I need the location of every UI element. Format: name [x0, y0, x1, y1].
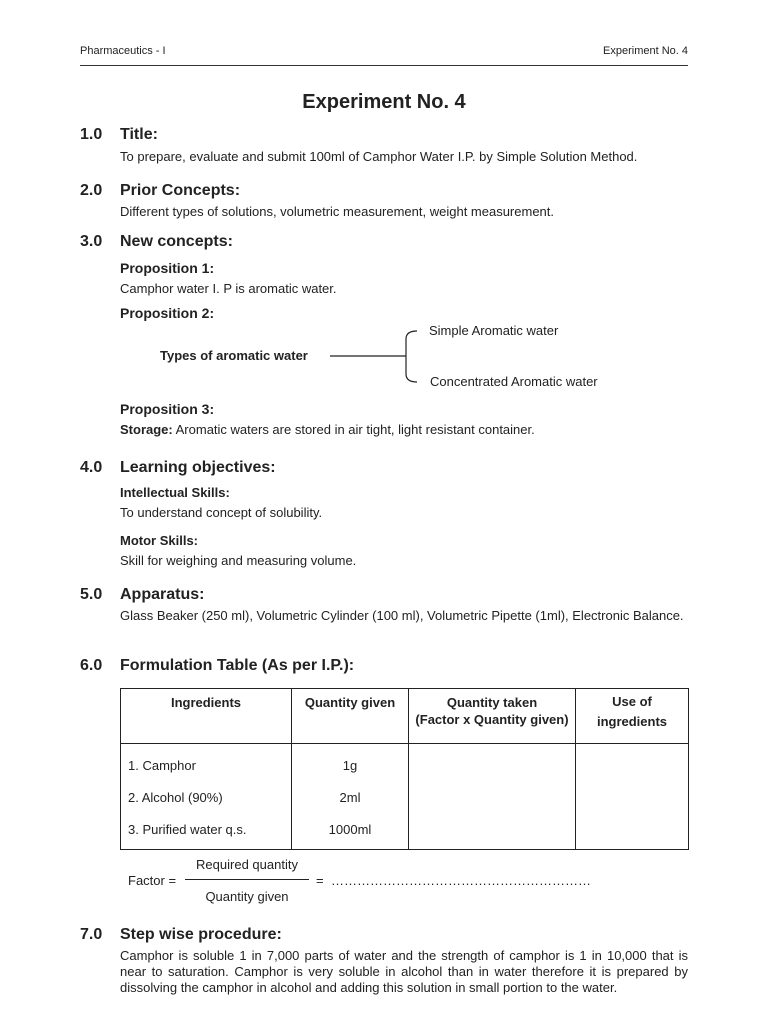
procedure-text: Camphor is soluble 1 in 7,000 parts of water and the strength of camphor is 1 in 10,000 that is near to saturation. Camphor is very soluble in alcohol than in water therefore it is prepared by dissolving the camphor in alcohol and adding this solution in small portion to the water.	[120, 948, 688, 995]
column-header-use: Use of ingredients	[576, 689, 689, 744]
ingredients-cell	[121, 744, 292, 850]
table-body-row	[121, 744, 689, 850]
column-header-quantity-taken: Quantity taken (Factor x Quantity given)	[409, 689, 576, 744]
fraction-bar	[185, 879, 309, 880]
section-4-heading	[80, 459, 276, 477]
section-title: Learning objectives:	[120, 459, 276, 476]
motor-skills-title: Motor Skills:	[120, 533, 199, 548]
section-title: Step wise procedure:	[120, 926, 282, 943]
section-number: 4.0	[80, 459, 103, 476]
table-row: 2. Alcohol (90%)	[128, 790, 223, 805]
quantity-given-cell	[292, 744, 409, 850]
section-3-heading	[80, 233, 233, 251]
table-row: 3. Purified water q.s.	[128, 822, 247, 837]
use-cell	[576, 744, 689, 850]
section-title: Formulation Table (As per I.P.):	[120, 657, 355, 674]
intellectual-skills-text: To understand concept of solubility.	[120, 505, 323, 520]
section-2-heading	[80, 182, 240, 200]
section-7-heading	[80, 926, 282, 944]
diagram-bracket	[325, 325, 420, 389]
factor-equals: =	[316, 873, 324, 888]
section-title: Title:	[120, 126, 158, 143]
section-number: 5.0	[80, 586, 103, 603]
page-title: Experiment No. 4	[302, 91, 466, 113]
header-rule	[80, 65, 688, 66]
section-number: 3.0	[80, 233, 103, 250]
section-number: 1.0	[80, 126, 103, 143]
proposition-3-title: Proposition 3:	[120, 401, 215, 417]
running-header-left: Pharmaceutics - I	[80, 45, 166, 57]
proposition-3-text	[120, 422, 535, 437]
section-5-heading	[80, 586, 204, 604]
section-2-text: Different types of solutions, volumetric measurement, weight measurement.	[120, 204, 555, 219]
running-header-right: Experiment No. 4	[603, 45, 688, 57]
diagram-branch-concentrated: Concentrated Aromatic water	[430, 374, 598, 389]
storage-text: Aromatic waters are stored in air tight, light resistant container.	[172, 422, 535, 437]
proposition-2-title: Proposition 2:	[120, 305, 215, 321]
table-row: 1. Camphor	[128, 758, 196, 773]
column-header-ingredients: Ingredients	[121, 689, 292, 744]
quantity-taken-cell	[409, 744, 576, 850]
section-title: Apparatus:	[120, 586, 205, 603]
motor-skills-text: Skill for weighing and measuring volume.	[120, 553, 357, 568]
table-row: 1000ml	[328, 822, 372, 837]
table-row: 2ml	[339, 790, 361, 805]
section-1-text: To prepare, evaluate and submit 100ml of Camphor Water I.P. by Simple Solution Method.	[120, 149, 638, 164]
diagram-branch-simple: Simple Aromatic water	[429, 323, 559, 338]
proposition-1-title: Proposition 1:	[120, 260, 215, 276]
section-number: 6.0	[80, 657, 103, 674]
section-number: 7.0	[80, 926, 103, 943]
intellectual-skills-title: Intellectual Skills:	[120, 485, 230, 500]
section-title: Prior Concepts:	[120, 182, 241, 199]
section-6-heading	[80, 657, 354, 675]
table-row: 1g	[342, 758, 358, 773]
diagram-root-label: Types of aromatic water	[160, 348, 308, 363]
storage-label: Storage:	[120, 422, 173, 437]
section-number: 2.0	[80, 182, 103, 199]
formulation-table	[120, 688, 689, 850]
table-header-row	[121, 689, 689, 744]
factor-denominator: Quantity given	[205, 889, 289, 904]
column-header-quantity-given: Quantity given	[292, 689, 409, 744]
factor-numerator: Required quantity	[196, 857, 298, 872]
factor-answer-blank: ……………………………………………………	[331, 873, 591, 888]
section-1-heading	[80, 126, 158, 144]
factor-label: Factor =	[128, 873, 177, 888]
proposition-1-text: Camphor water I. P is aromatic water.	[120, 281, 337, 296]
apparatus-text: Glass Beaker (250 ml), Volumetric Cylinder (100 ml), Volumetric Pipette (1ml), Electronic Balance.	[120, 608, 684, 623]
section-title: New concepts:	[120, 233, 233, 250]
